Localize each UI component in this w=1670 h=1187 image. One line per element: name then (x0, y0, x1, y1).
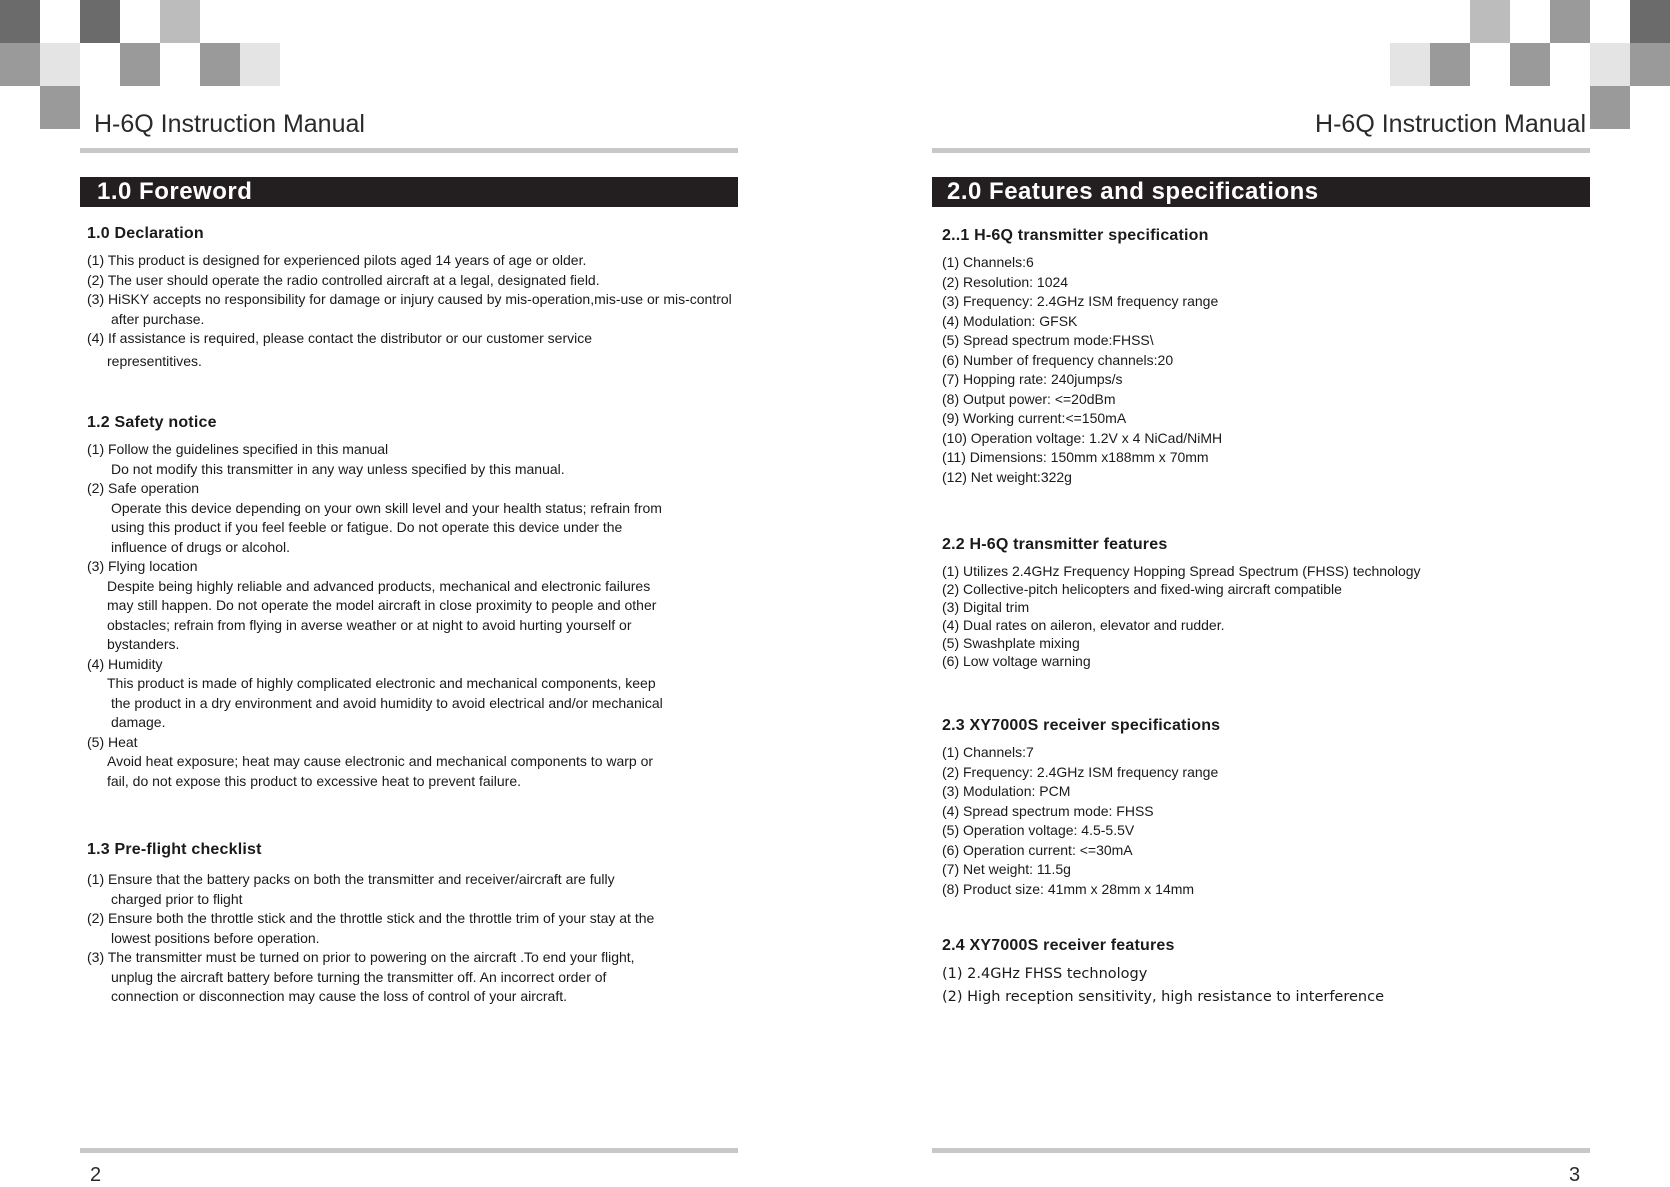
list-item: (2) The user should operate the radio controlled aircraft at a legal, designated field. (87, 271, 600, 288)
footer-divider (80, 1148, 738, 1153)
preflight-section (87, 839, 654, 1007)
list-item: (2) Resolution: 1024 (942, 273, 1069, 290)
list-item-detail: influence of drugs or alcohol. (111, 538, 290, 555)
list-item-detail: may still happen. Do not operate the model aircraft in close proximity to people and other (107, 597, 657, 613)
list-item-detail: using this product if you feel feeble or fatigue. Do not operate this device under the (111, 519, 623, 535)
list-item-detail: bystanders. (107, 636, 180, 652)
list-item: (3) Flying location (87, 558, 198, 574)
list-item: (8) Output power: <=20dBm (942, 390, 1116, 407)
list-item: (4) Modulation: GFSK (942, 312, 1078, 329)
list-item: (1) Utilizes 2.4GHz Frequency Hopping Spread Spectrum (FHSS) technology (942, 563, 1421, 579)
list-item: (5) Swashplate mixing (942, 635, 1080, 651)
list-item: (12) Net weight:322g (942, 468, 1072, 485)
right-page (835, 0, 1670, 1186)
preflight-heading: 1.3 Pre-flight checklist (87, 841, 262, 858)
list-item: (5) Operation voltage: 4.5-5.5V (942, 822, 1135, 838)
list-item: (6) Low voltage warning (942, 653, 1091, 669)
section-title: 2.0 Features and specifications (947, 178, 1319, 205)
manual-title: H-6Q Instruction Manual (94, 110, 365, 138)
list-item: (10) Operation voltage: 1.2V x 4 NiCad/NiMH (942, 429, 1223, 446)
list-item: (3) Frequency: 2.4GHz ISM frequency range (942, 293, 1219, 309)
section-title-bar (932, 177, 1590, 207)
list-item: (11) Dimensions: 150mm x188mm x 70mm (942, 449, 1209, 465)
list-item: (1) This product is designed for experienced pilots aged 14 years of age or older. (87, 252, 587, 268)
receiver-features-section (942, 935, 1384, 1009)
list-item-detail: This product is made of highly complicated electronic and mechanical components, keep (107, 675, 656, 691)
list-item-detail: obstacles; refrain from flying in averse weather or at night to avoid hurting yourself or (107, 616, 632, 633)
list-item: (2) Collective-pitch helicopters and fixed-wing aircraft compatible (942, 581, 1342, 597)
manual-title: H-6Q Instruction Manual (1315, 110, 1586, 138)
receiver-spec-section (942, 715, 1220, 899)
list-item: (7) Hopping rate: 240jumps/s (942, 371, 1123, 387)
list-item: (1) Channels:6 (942, 254, 1034, 270)
list-item: (1) Ensure that the battery packs on both the transmitter and receiver/aircraft are fully (87, 871, 615, 887)
list-item: (5) Heat (87, 733, 138, 750)
list-item: (5) Spread spectrum mode:FHSS\ (942, 332, 1154, 348)
list-item: (4) Spread spectrum mode: FHSS (942, 802, 1154, 819)
list-item: (2) High reception sensitivity, high resistance to interference (942, 989, 1384, 1005)
safety-heading: 1.2 Safety notice (87, 414, 217, 431)
receiver-features-heading: 2.4 XY7000S receiver features (942, 937, 1175, 954)
list-item: (6) Operation current: <=30mA (942, 841, 1133, 858)
list-item-detail: damage. (111, 714, 166, 730)
section-title: 1.0 Foreword (97, 178, 253, 205)
list-item: (4) If assistance is required, please contact the distributor or our customer service (87, 330, 592, 346)
list-item-detail: fail, do not expose this product to excessive heat to prevent failure. (107, 772, 522, 789)
safety-section (87, 412, 663, 791)
header-divider (932, 148, 1590, 153)
left-page (0, 0, 835, 1186)
list-item: (9) Working current:<=150mA (942, 410, 1127, 426)
header-divider (80, 148, 738, 153)
list-item: (1) Channels:7 (942, 744, 1034, 760)
transmitter-spec-heading: 2..1 H-6Q transmitter specification (942, 227, 1209, 244)
declaration-heading: 1.0 Declaration (87, 225, 204, 242)
list-item: (3) Modulation: PCM (942, 783, 1071, 799)
list-item: (1) 2.4GHz FHSS technology (942, 966, 1148, 982)
list-item-detail: Do not modify this transmitter in any way unless specified by this manual. (111, 460, 565, 477)
list-item-detail: charged prior to flight (111, 890, 243, 907)
list-item-detail: lowest positions before operation. (111, 929, 320, 946)
list-item-continuation: representitives. (107, 352, 202, 369)
list-item: (3) The transmitter must be turned on prior to powering on the aircraft .To end your flight, (87, 949, 635, 965)
list-item: (3) Digital trim (942, 599, 1030, 615)
list-item: (8) Product size: 41mm x 28mm x 14mm (942, 880, 1195, 897)
list-item: (2) Frequency: 2.4GHz ISM frequency range (942, 763, 1219, 780)
list-item: (1) Follow the guidelines specified in this manual (87, 441, 389, 457)
list-item-detail: Avoid heat exposure; heat may cause electronic and mechanical components to warp or (107, 753, 654, 769)
declaration-section (87, 223, 761, 371)
list-item-detail: unplug the aircraft battery before turning the transmitter off. An incorrect order of (111, 968, 607, 985)
section-title-bar (80, 177, 738, 207)
transmitter-spec-section (942, 225, 1222, 487)
list-item-detail: the product in a dry environment and avoid humidity to avoid electrical and/or mechanical (111, 694, 663, 711)
list-item: (4) Humidity (87, 655, 163, 672)
list-item: (4) Dual rates on aileron, elevator and rudder. (942, 617, 1225, 633)
page-number: 3 (1569, 1164, 1581, 1186)
page-number: 2 (90, 1164, 102, 1186)
transmitter-features-section (942, 534, 1421, 670)
footer-divider (932, 1148, 1590, 1153)
list-item-detail: Despite being highly reliable and advanced products, mechanical and electronic failures (107, 577, 651, 594)
list-item-detail: connection or disconnection may cause the loss of control of your aircraft. (111, 988, 568, 1004)
receiver-spec-heading: 2.3 XY7000S receiver specifications (942, 717, 1221, 734)
list-item-detail: Operate this device depending on your own skill level and your health status; refrain from (111, 499, 662, 516)
list-item: (3) HiSKY accepts no responsibility for damage or injury caused by mis-operation,mis-use or mis-control after purchase. (87, 291, 732, 327)
transmitter-features-heading: 2.2 H-6Q transmitter features (942, 536, 1168, 553)
list-item: (2) Safe operation (87, 480, 200, 496)
list-item: (7) Net weight: 11.5g (942, 861, 1071, 877)
list-item: (2) Ensure both the throttle stick and the throttle stick and the throttle trim of your stay at the (87, 910, 655, 926)
list-item: (6) Number of frequency channels:20 (942, 351, 1174, 368)
